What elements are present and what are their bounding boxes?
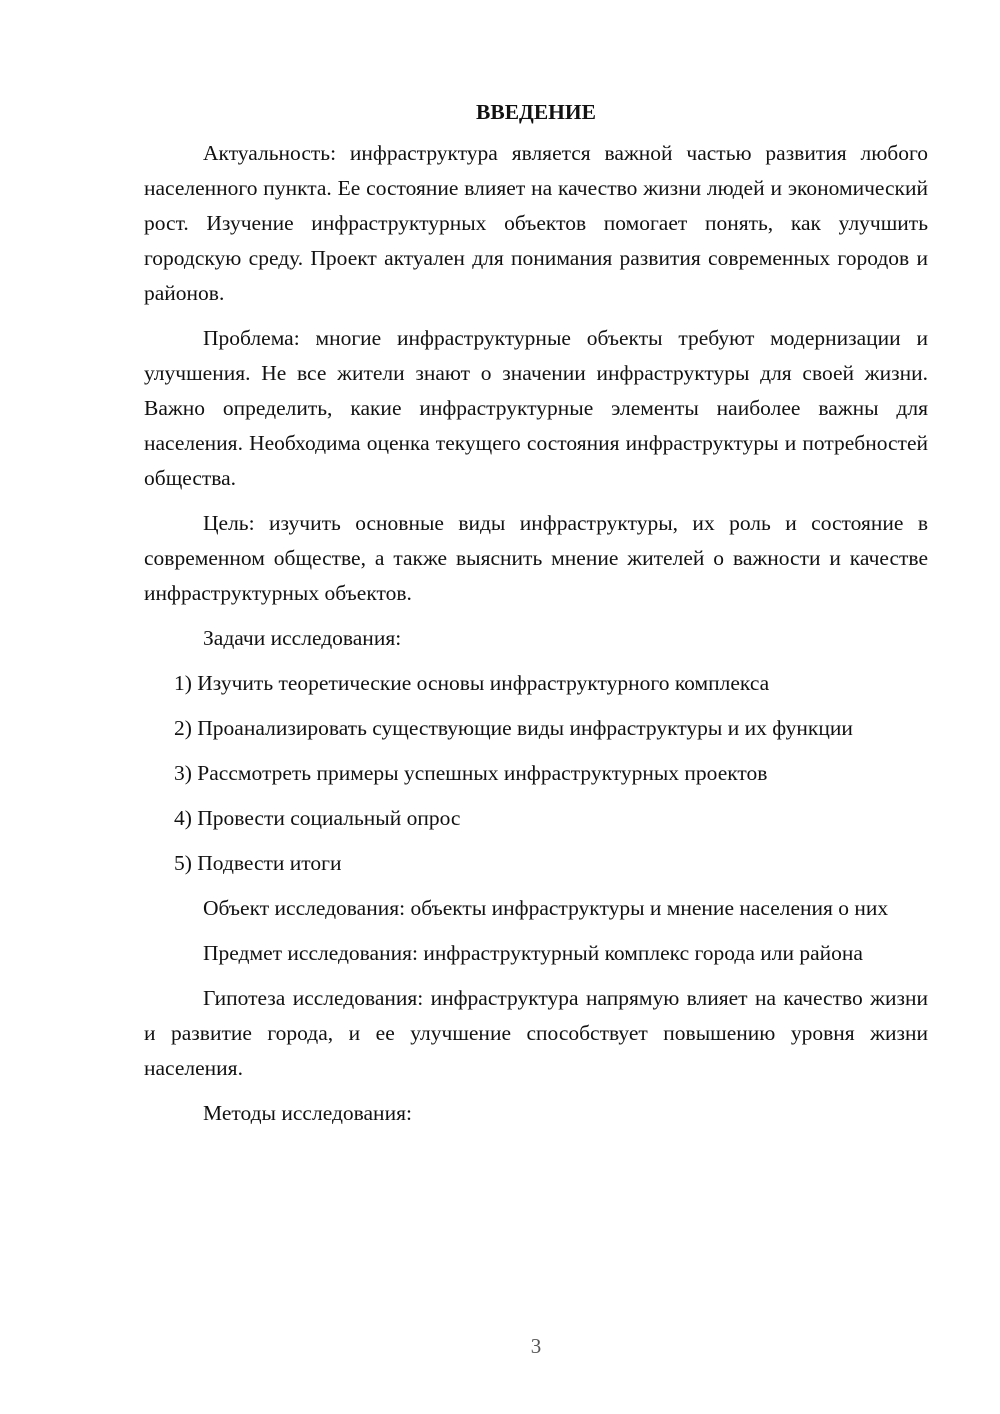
hypothesis-paragraph: Гипотеза исследования: инфраструктура напрямую влияет на качество жизни и развитие города, и ее улучшение способствует повышению уровня жизни населения. xyxy=(144,986,928,1080)
task-item: 3) Рассмотреть примеры успешных инфраструктурных проектов xyxy=(174,761,768,785)
object-paragraph: Объект исследования: объекты инфраструктуры и мнение населения о них xyxy=(203,896,889,920)
goal-paragraph: Цель: изучить основные виды инфраструктуры, их роль и состояние в современном обществе, а также выяснить мнение жителей о важности и качестве инфраструктурных объектов. xyxy=(144,511,928,605)
page-number: 3 xyxy=(530,1334,542,1358)
page-content xyxy=(144,95,928,1141)
task-item: 1) Изучить теоретические основы инфраструктурного комплекса xyxy=(174,671,770,695)
page-title: ВВЕДЕНИЕ xyxy=(476,100,596,124)
problem-paragraph: Проблема: многие инфраструктурные объекты требуют модернизации и улучшения. Не все жители знают о значении инфраструктуры для своей жизни. Важно определить, какие инфраструктурные элементы наиболее важны для населения. Необходима оценка текущего состояния инфраструктуры и потребностей общества. xyxy=(144,326,928,490)
tasks-heading: Задачи исследования: xyxy=(203,626,402,650)
subject-paragraph: Предмет исследования: инфраструктурный комплекс города или района xyxy=(203,941,863,965)
task-item: 2) Проанализировать существующие виды инфраструктуры и их функции xyxy=(174,716,853,740)
tasks-list xyxy=(144,666,928,881)
relevance-paragraph: Актуальность: инфраструктура является важной частью развития любого населенного пункта. Ее состояние влияет на качество жизни людей и экономический рост. Изучение инфраструктурных объектов помогает понять, как улучшить городскую среду. Проект актуален для понимания развития современных городов и районов. xyxy=(144,141,928,305)
task-item: 5) Подвести итоги xyxy=(174,851,342,875)
task-item: 4) Провести социальный опрос xyxy=(174,806,461,830)
methods-heading: Методы исследования: xyxy=(203,1101,412,1125)
